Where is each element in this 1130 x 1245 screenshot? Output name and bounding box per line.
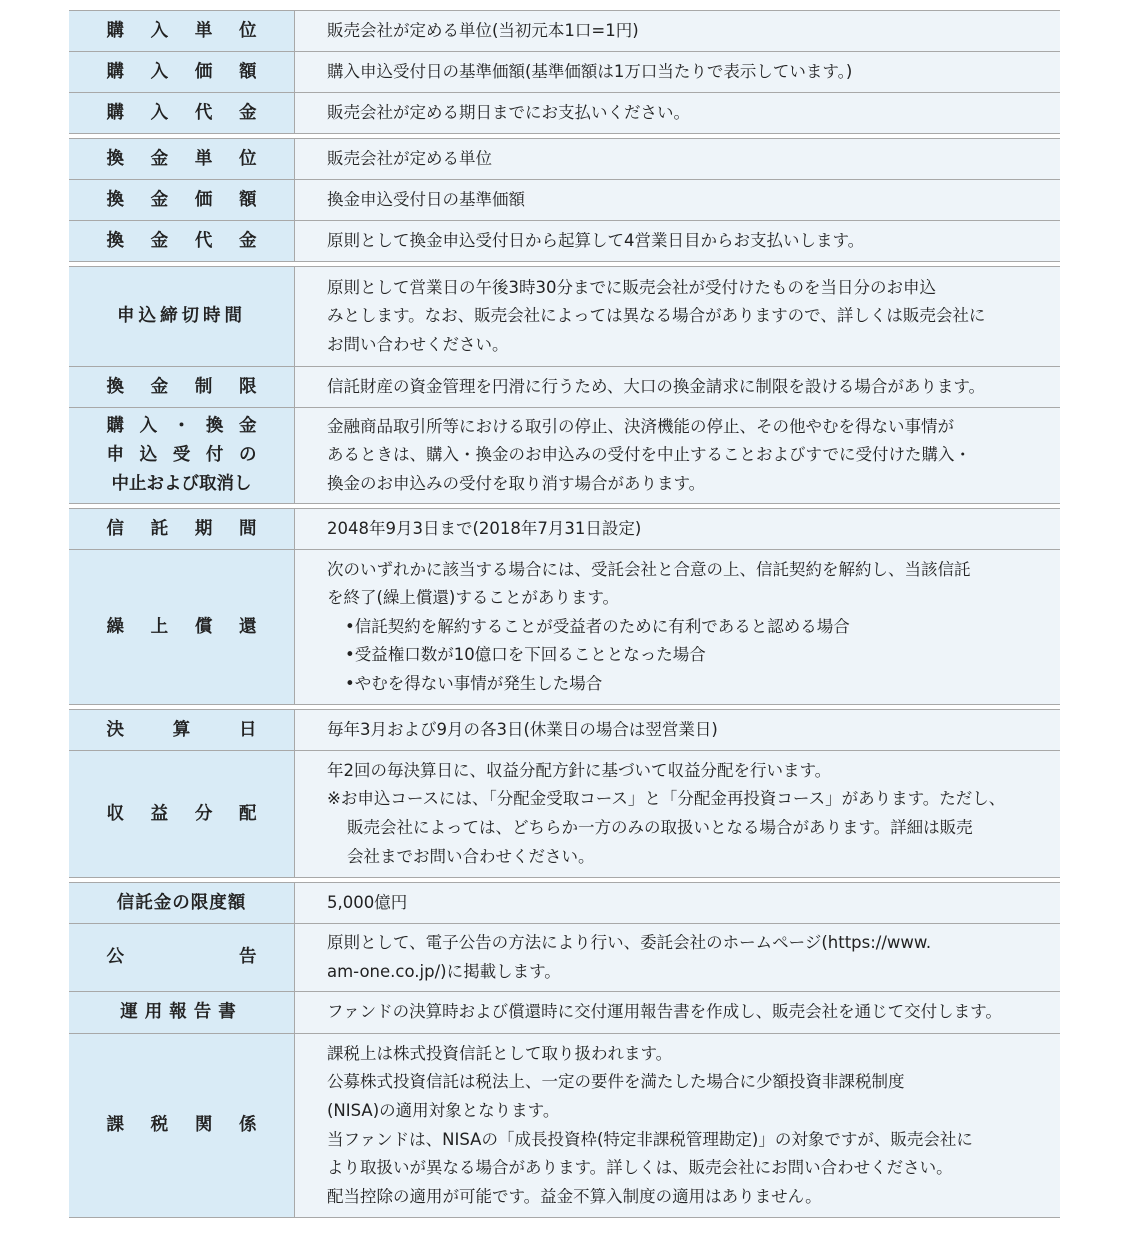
table-row: [69, 221, 1060, 262]
row-value-line: 公募株式投資信託は税法上、一定の要件を満たした場合に少額投資非課税制度: [327, 1072, 905, 1092]
row-value-line: 会社までお問い合わせください。: [347, 846, 595, 866]
row-value-line: あるときは、購入・換金のお申込みの受付を中止することおよびすでに受付けた購入・: [327, 445, 971, 465]
table-row: [69, 139, 1060, 180]
row-value-line: (NISA)の適用対象となります。: [327, 1100, 560, 1120]
row-label-line: 中止および取消し: [111, 474, 252, 494]
row-value: [295, 11, 1060, 51]
row-label-text: 運用報告書: [120, 1002, 243, 1022]
row-label: 換 金 単 位: [69, 139, 295, 179]
row-value-line: 2048年9月3日まで(2018年7月31日設定): [327, 518, 642, 538]
row-value-line: ※お申込コースには、「分配金受取コース」と「分配金再投資コース」があります。ただし、: [327, 789, 1006, 809]
row-value: [295, 992, 1060, 1033]
table-row: [69, 992, 1060, 1034]
row-value-line: ファンドの決算時および償還時に交付運用報告書を作成し、販売会社を通じて交付します。: [327, 1002, 1002, 1022]
row-value-line: 課税上は株式投資信託として取り扱われます。: [327, 1043, 673, 1063]
row-value-line: みとします。なお、販売会社によっては異なる場合がありますので、詳しくは販売会社に: [327, 306, 986, 326]
row-value: [295, 93, 1060, 133]
table-row: [69, 550, 1060, 705]
row-value: [295, 267, 1060, 366]
table-row: [69, 93, 1060, 134]
row-value-line: 毎年3月および9月の各3日(休業日の場合は翌営業日): [327, 719, 718, 739]
table-row: [69, 1034, 1060, 1218]
row-value-line: 原則として、電子公告の方法により行い、委託会社のホームページ(https://www.: [327, 932, 932, 952]
table-row: [69, 408, 1060, 504]
row-label-line: 購 入 ・ 換 金: [106, 416, 257, 436]
row-value: [295, 221, 1060, 261]
row-label: 換 金 制 限: [69, 367, 295, 407]
row-label: [69, 11, 295, 51]
row-value-line: 購入申込受付日の基準価額(基準価額は1万口当たりで表示しています。): [327, 61, 853, 81]
row-value-line: 販売会社が定める単位(当初元本1口=1円): [327, 20, 639, 40]
row-value-line: 換金のお申込みの受付を取り消す場合があります。: [327, 473, 706, 493]
row-value: [295, 52, 1060, 92]
row-value-bullet: •信託契約を解約することが受益者のために有利であると認める場合: [345, 616, 850, 636]
row-value-line: 金融商品取引所等における取引の停止、決済機能の停止、その他やむを得ない事情が: [327, 416, 954, 436]
row-label: [69, 408, 295, 503]
row-label: 購 入 代 金: [69, 93, 295, 133]
row-value: [295, 509, 1060, 549]
table-row: [69, 710, 1060, 751]
row-label: 公 告: [69, 924, 295, 991]
row-label: 換 金 価 額: [69, 180, 295, 220]
table-row: [69, 267, 1060, 367]
row-value: [295, 367, 1060, 407]
row-label-text: 購 入 単 位: [106, 20, 257, 41]
row-value-bullet: •受益権口数が10億口を下回ることとなった場合: [345, 645, 706, 665]
row-label: 換 金 代 金: [69, 221, 295, 261]
row-value: [295, 180, 1060, 220]
row-value-line: お問い合わせください。: [327, 334, 509, 354]
row-value-line: 原則として営業日の午後3時30分までに販売会社が受付けたものを当日分のお申込: [327, 277, 936, 297]
row-value-line: 販売会社が定める期日までにお支払いください。: [327, 102, 690, 122]
table-row: [69, 10, 1060, 52]
row-value-line: am-one.co.jp/)に掲載します。: [327, 961, 561, 981]
row-label: [69, 992, 295, 1033]
table-row: [69, 924, 1060, 992]
row-value: [295, 924, 1060, 991]
row-value: [295, 1034, 1060, 1217]
row-value-line: 次のいずれかに該当する場合には、受託会社と合意の上、信託契約を解約し、当該信託: [327, 559, 971, 579]
row-label: [69, 883, 295, 923]
table-row: [69, 509, 1060, 550]
fund-terms-table: [69, 10, 1060, 1218]
row-value-line: 信託財産の資金管理を円滑に行うため、大口の換金請求に制限を設ける場合があります。: [327, 376, 986, 396]
row-label-text: 信託金の限度額: [116, 892, 247, 913]
row-value-line: を終了(繰上償還)することがあります。: [327, 588, 620, 608]
table-row: [69, 367, 1060, 408]
table-row: [69, 180, 1060, 221]
row-label-text: 申込締切時間: [117, 306, 246, 326]
row-value-line: 換金申込受付日の基準価額: [327, 189, 525, 209]
row-label: [69, 267, 295, 366]
row-value-line: より取扱いが異なる場合があります。詳しくは、販売会社にお問い合わせください。: [327, 1158, 953, 1178]
row-label: 購 入 価 額: [69, 52, 295, 92]
row-value-line: 5,000億円: [327, 892, 408, 912]
row-value: [295, 751, 1060, 877]
row-value-line: 販売会社が定める単位: [327, 148, 492, 168]
row-value-line: 当ファンドは、NISAの「成長投資枠(特定非課税管理勘定)」の対象ですが、販売会社に: [327, 1129, 973, 1149]
row-value-line: 年2回の毎決算日に、収益分配方針に基づいて収益分配を行います。: [327, 760, 832, 780]
row-value-line: 原則として換金申込受付日から起算して4営業日目からお支払いします。: [327, 230, 865, 250]
row-value: [295, 408, 1060, 503]
row-label: 信 託 期 間: [69, 509, 295, 549]
row-value-line: 配当控除の適用が可能です。益金不算入制度の適用はありません。: [327, 1186, 822, 1206]
row-value: [295, 883, 1060, 923]
row-label: 決 算 日: [69, 710, 295, 750]
row-label: 収 益 分 配: [69, 751, 295, 877]
row-value-bullet: •やむを得ない事情が発生した場合: [345, 673, 603, 693]
table-row: [69, 52, 1060, 93]
table-row: [69, 751, 1060, 878]
row-label-line: 申 込 受 付 の: [106, 445, 257, 465]
table-row: [69, 883, 1060, 924]
row-label: 繰 上 償 還: [69, 550, 295, 704]
row-value: [295, 550, 1060, 704]
row-label: 課 税 関 係: [69, 1034, 295, 1217]
row-value: [295, 710, 1060, 750]
row-value: [295, 139, 1060, 179]
row-value-line: 販売会社によっては、どちらか一方のみの取扱いとなる場合があります。詳細は販売: [347, 818, 973, 837]
